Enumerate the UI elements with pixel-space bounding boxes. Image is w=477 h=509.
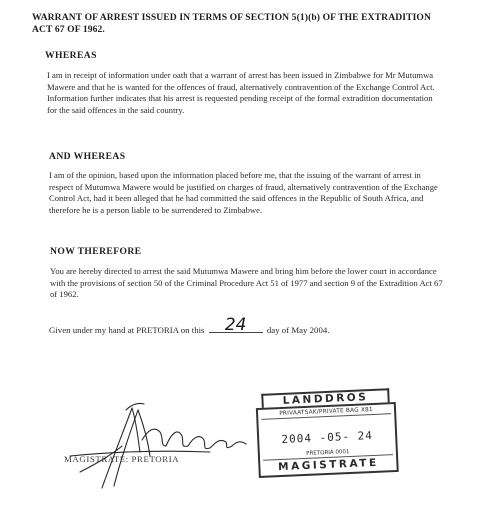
given-prefix: Given under my hand at PRETORIA on this xyxy=(49,325,205,335)
and-whereas-heading: AND WHEREAS xyxy=(49,151,126,162)
stamp-private-bag: PRIVAATSAK/PRIVATE BAG X81 xyxy=(261,404,391,420)
document-title: WARRANT OF ARREST ISSUED IN TERMS OF SECTION 5(1)(b) OF THE EXTRADITION ACT 67 OF 1962. xyxy=(32,12,432,35)
whereas-paragraph: I am in receipt of information under oath that a warrant of arrest has been issued in Zimbabwe for Mr Mutumwa Mawere and that he is wanted for the offences of fraud, alternatively contravention of the Exchange Control Act. Information further indicates that his arrest is requested pending receipt of the formal extradition documentation for the said offences in the said country. xyxy=(47,70,435,115)
now-therefore-paragraph: You are hereby directed to arrest the said Mutumwa Mawere and bring him before the lower court in accordance with the provisions of section 50 of the Criminal Procedure Act 51 of 1977 and section 9 of the Extradition Act 67 of 1962. xyxy=(50,266,443,300)
given-under-hand-line xyxy=(49,315,330,338)
whereas-heading: WHEREAS xyxy=(45,50,97,61)
stamp-top: LANDDROS xyxy=(261,388,389,408)
now-therefore-heading: NOW THEREFORE xyxy=(50,246,142,257)
stamp-box xyxy=(256,402,399,478)
handwritten-day: 24 xyxy=(207,315,265,335)
magistrate-label: MAGISTRATE: PRETORIA xyxy=(64,454,180,464)
and-whereas-paragraph: I am of the opinion, based upon the information placed before me, that the issuing of the warrant of arrest in respect of Mutumwa Mawere would be justified on charges of fraud, alternatively contravention of the Exchange Control Act, had it been alleged that he had committed the said offences in the Republic of South Africa, and therefore he is a person liable to be surrendered to Zimbabwe. xyxy=(49,170,438,215)
stamp-magistrate: MAGISTRATE xyxy=(277,456,379,474)
handwritten-signature xyxy=(40,380,250,490)
stamp-date: 2004 -05- 24 xyxy=(281,429,374,446)
stamp-pretoria: PRETORIA 0001 xyxy=(263,447,393,461)
magistrate-stamp xyxy=(255,388,399,478)
given-suffix: day of May 2004. xyxy=(266,325,330,335)
